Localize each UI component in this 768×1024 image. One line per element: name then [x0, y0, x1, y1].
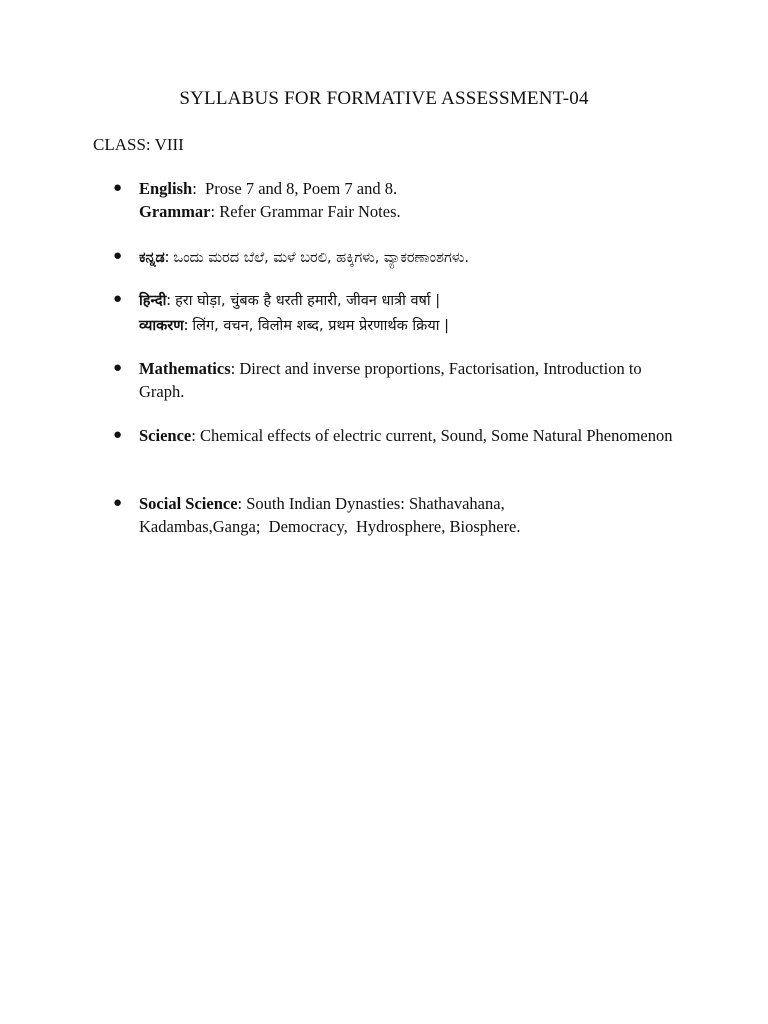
english-line: [139, 177, 689, 200]
subject-item-hindi: [113, 288, 689, 338]
page-title: SYLLABUS FOR FORMATIVE ASSESSMENT-04: [179, 88, 589, 109]
kannada-line: [139, 245, 689, 270]
kannada-sep: :: [164, 247, 174, 266]
bullet-icon: ●: [113, 180, 123, 196]
bullet-icon: ●: [113, 360, 123, 376]
science-sep: :: [191, 426, 200, 445]
science-topics: Chemical effects of electric current, Sound, Some Natural Phenomenon: [199, 426, 673, 445]
kannada-label: ಕನ್ನಡ: [139, 250, 165, 266]
bullet-icon: ●: [113, 495, 123, 511]
subject-item-mathematics: [113, 357, 689, 403]
mathematics-line: [139, 357, 689, 403]
grammar-line: [139, 200, 689, 223]
subject-item-science: [113, 424, 689, 447]
vyakaran-sep: :: [183, 315, 193, 334]
class-label: CLASS: VIII: [93, 135, 184, 154]
hindi-line: [139, 288, 689, 313]
bullet-icon: ●: [113, 291, 123, 307]
vyakaran-topics: लिंग, वचन, विलोम शब्द, प्रथम प्रेरणार्थक क्रिया |: [192, 318, 449, 334]
hindi-topics: हरा घोड़ा, चुंबक है धरती हमारी, जीवन धात्री वर्षा |: [175, 293, 441, 309]
social-science-topics: South Indian Dynasties: Shathavahana, Kadambas,Ganga; Democracy, Hydrosphere, Biosphere.: [139, 494, 521, 536]
grammar-topics: Refer Grammar Fair Notes.: [219, 202, 401, 221]
vyakaran-label: व्याकरण: [139, 318, 184, 334]
english-label: English: [139, 179, 193, 198]
english-sep: :: [192, 179, 206, 198]
grammar-label: Grammar: [139, 202, 211, 221]
bullet-icon: ●: [113, 427, 123, 443]
subject-item-english: [113, 177, 689, 223]
kannada-topics: ಒಂದು ಮರದ ಬೆಲೆ, ಮಳೆ ಬರಲಿ, ಹಕ್ಕಿಗಳು, ವ್ಯಾಕರಣಾಂಶಗಳು.: [173, 250, 469, 266]
mathematics-sep: :: [230, 359, 240, 378]
science-label: Science: [139, 426, 192, 445]
subject-item-social-science: [113, 492, 579, 538]
science-line: [139, 424, 689, 447]
bullet-icon: ●: [113, 248, 123, 264]
grammar-sep: :: [210, 202, 220, 221]
vyakaran-line: [139, 313, 689, 338]
mathematics-topics: Direct and inverse proportions, Factorisation, Introduction to Graph.: [139, 359, 642, 401]
mathematics-label: Mathematics: [139, 359, 231, 378]
social-science-sep: :: [237, 494, 247, 513]
english-topics: Prose 7 and 8, Poem 7 and 8.: [205, 179, 398, 198]
social-science-label: Social Science: [139, 494, 238, 513]
social-science-line: [139, 492, 579, 538]
hindi-sep: :: [166, 290, 176, 309]
hindi-label: हिन्दी: [139, 293, 167, 309]
subject-item-kannada: [113, 245, 689, 270]
